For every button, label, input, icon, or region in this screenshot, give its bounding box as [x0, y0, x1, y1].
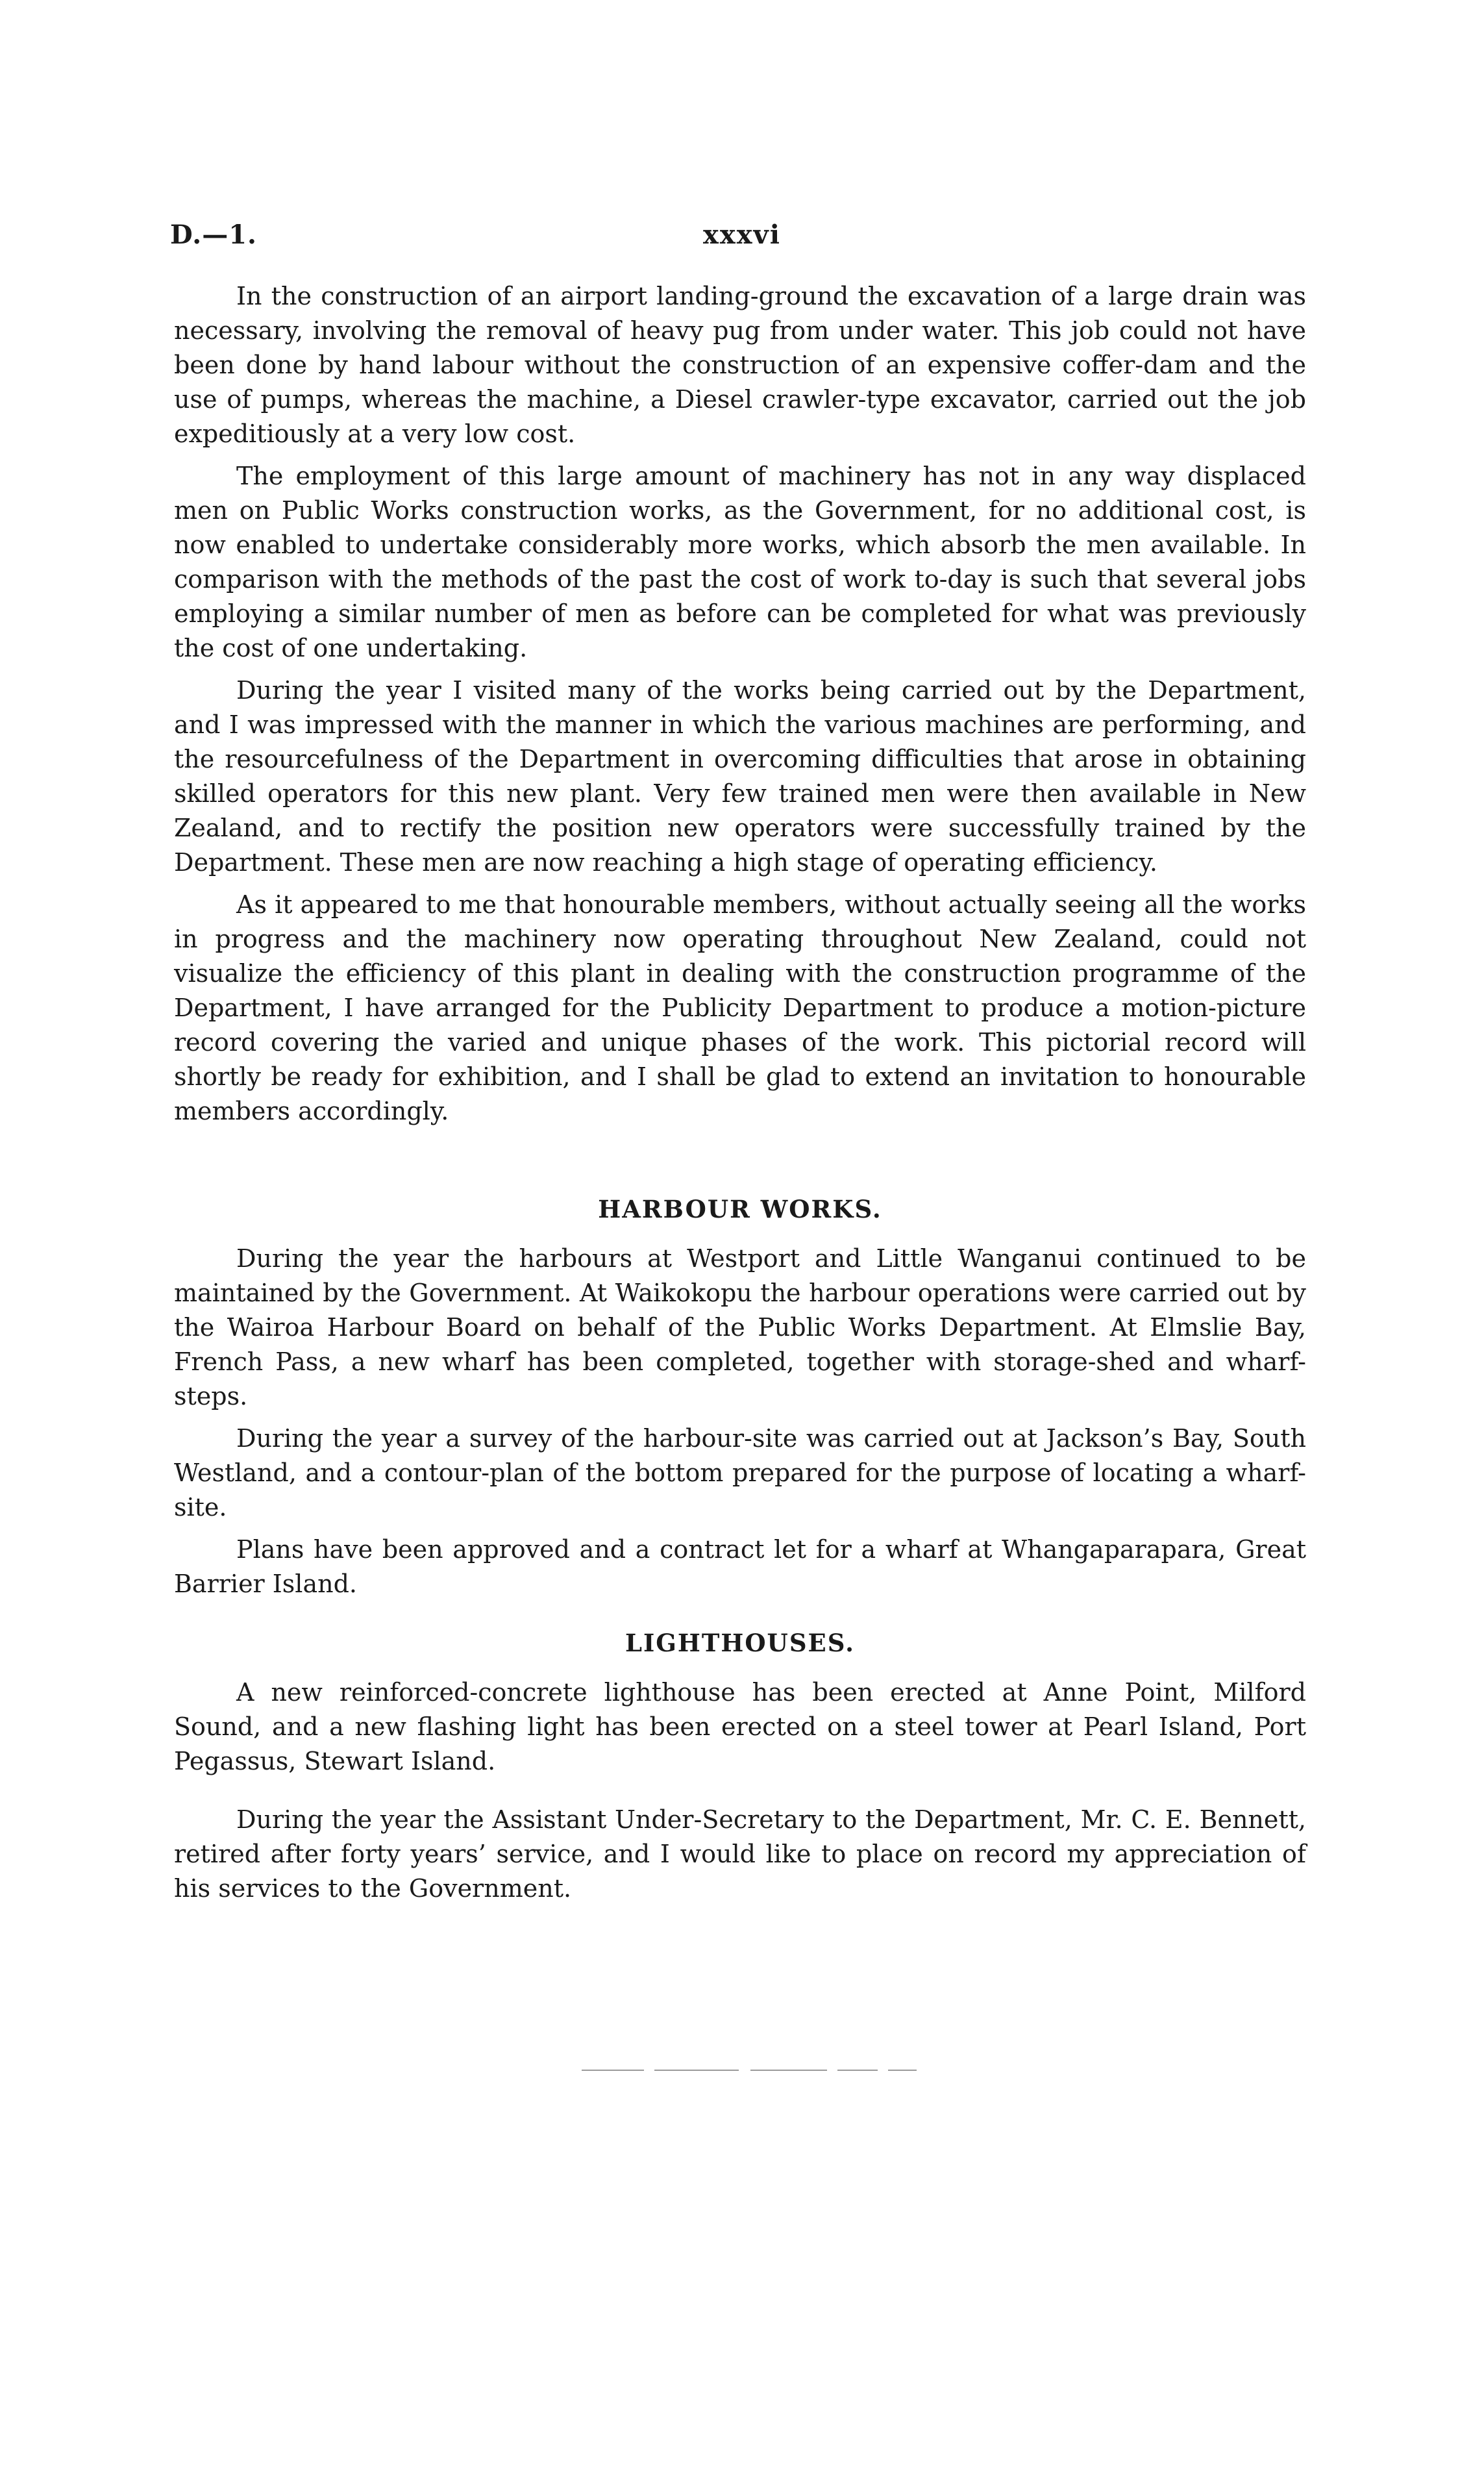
document-reference: D.—1. [170, 219, 257, 250]
paragraph: During the year a survey of the harbour-site was carried out at Jackson’s Bay, South Westland, and a contour-plan of the bottom prepared for the purpose of locating a wharf-site. [174, 1424, 1306, 1522]
harbour-works-section [174, 1242, 1306, 1609]
closing-rule-segment [888, 2070, 917, 2071]
closing-rule-segment [837, 2070, 878, 2071]
section-heading-harbour-works: HARBOUR WORKS. [598, 1195, 882, 1223]
paragraph: During the year I visited many of the works being carried out by the Department, and I was impressed with the manner in which the various machines are performing, and the resourcefulness of the Department in overcoming difficulties that arose in obtaining skilled operators for this new plant. Very few trained men were then available in New Zealand, and to rectify the position new operators were successfully trained by the Department. These men are now reaching a high stage of operating efficiency. [174, 676, 1306, 877]
lighthouses-section [174, 1675, 1306, 1786]
closing-rule-segment [750, 2070, 827, 2071]
paragraph: A new reinforced-concrete lighthouse has been erected at Anne Point, Milford Sound, and a new flashing light has been erected on a steel tower at Pearl Island, Port Pegassus, Stewart Island. [174, 1678, 1306, 1775]
paragraph: In the construction of an airport landing-ground the excavation of a large drain was necessary, involving the removal of heavy pug from under water. This job could not have been done by hand labour without the construction of an expensive coffer-dam and the use of pumps, whereas the machine, a Diesel crawler-type excavator, carried out the job expeditiously at a very low cost. [174, 282, 1306, 448]
section-heading-lighthouses: LIGHTHOUSES. [625, 1629, 856, 1657]
page-number: xxxvi [703, 219, 781, 250]
paragraph: During the year the Assistant Under-Secretary to the Department, Mr. C. E. Bennett, retired after forty years’ service, and I would like to place on record my appreciation of his services to the Government. [174, 1805, 1306, 1903]
paragraph: During the year the harbours at Westport and Little Wanganui continued to be maintained by the Government. At Waikokopu the harbour operations were carried out by the Wairoa Harbour Board on behalf of the Public Works Department. At Elmslie Bay, French Pass, a new wharf has been completed, together with storage-shed and wharf-steps. [174, 1244, 1306, 1410]
intro-section [174, 279, 1306, 1136]
closing-section [174, 1803, 1306, 1914]
paragraph: The employment of this large amount of machinery has not in any way displaced men on Public Works construction works, as the Government, for no additional cost, is now enabled to undertake considerably more works, which absorb the men available. In comparison with the methods of the past the cost of work to-day is such that several jobs employing a similar number of men as before can be completed for what was previously the cost of one undertaking. [174, 462, 1306, 662]
paragraph: Plans have been approved and a contract let for a wharf at Whangaparapara, Great Barrier Island. [174, 1535, 1306, 1598]
page-header [170, 219, 1314, 258]
closing-rule-segment [654, 2070, 739, 2071]
paragraph: As it appeared to me that honourable members, without actually seeing all the works in progress and the machinery now operating throughout New Zealand, could not visualize the efficiency of this plant in dealing with the construction programme of the Department, I have arranged for the Publicity Department to produce a motion-picture record covering the varied and unique phases of the work. This pictorial record will shortly be ready for exhibition, and I shall be glad to extend an invitation to honourable members accordingly. [174, 890, 1306, 1125]
closing-rule-segment [582, 2070, 644, 2071]
